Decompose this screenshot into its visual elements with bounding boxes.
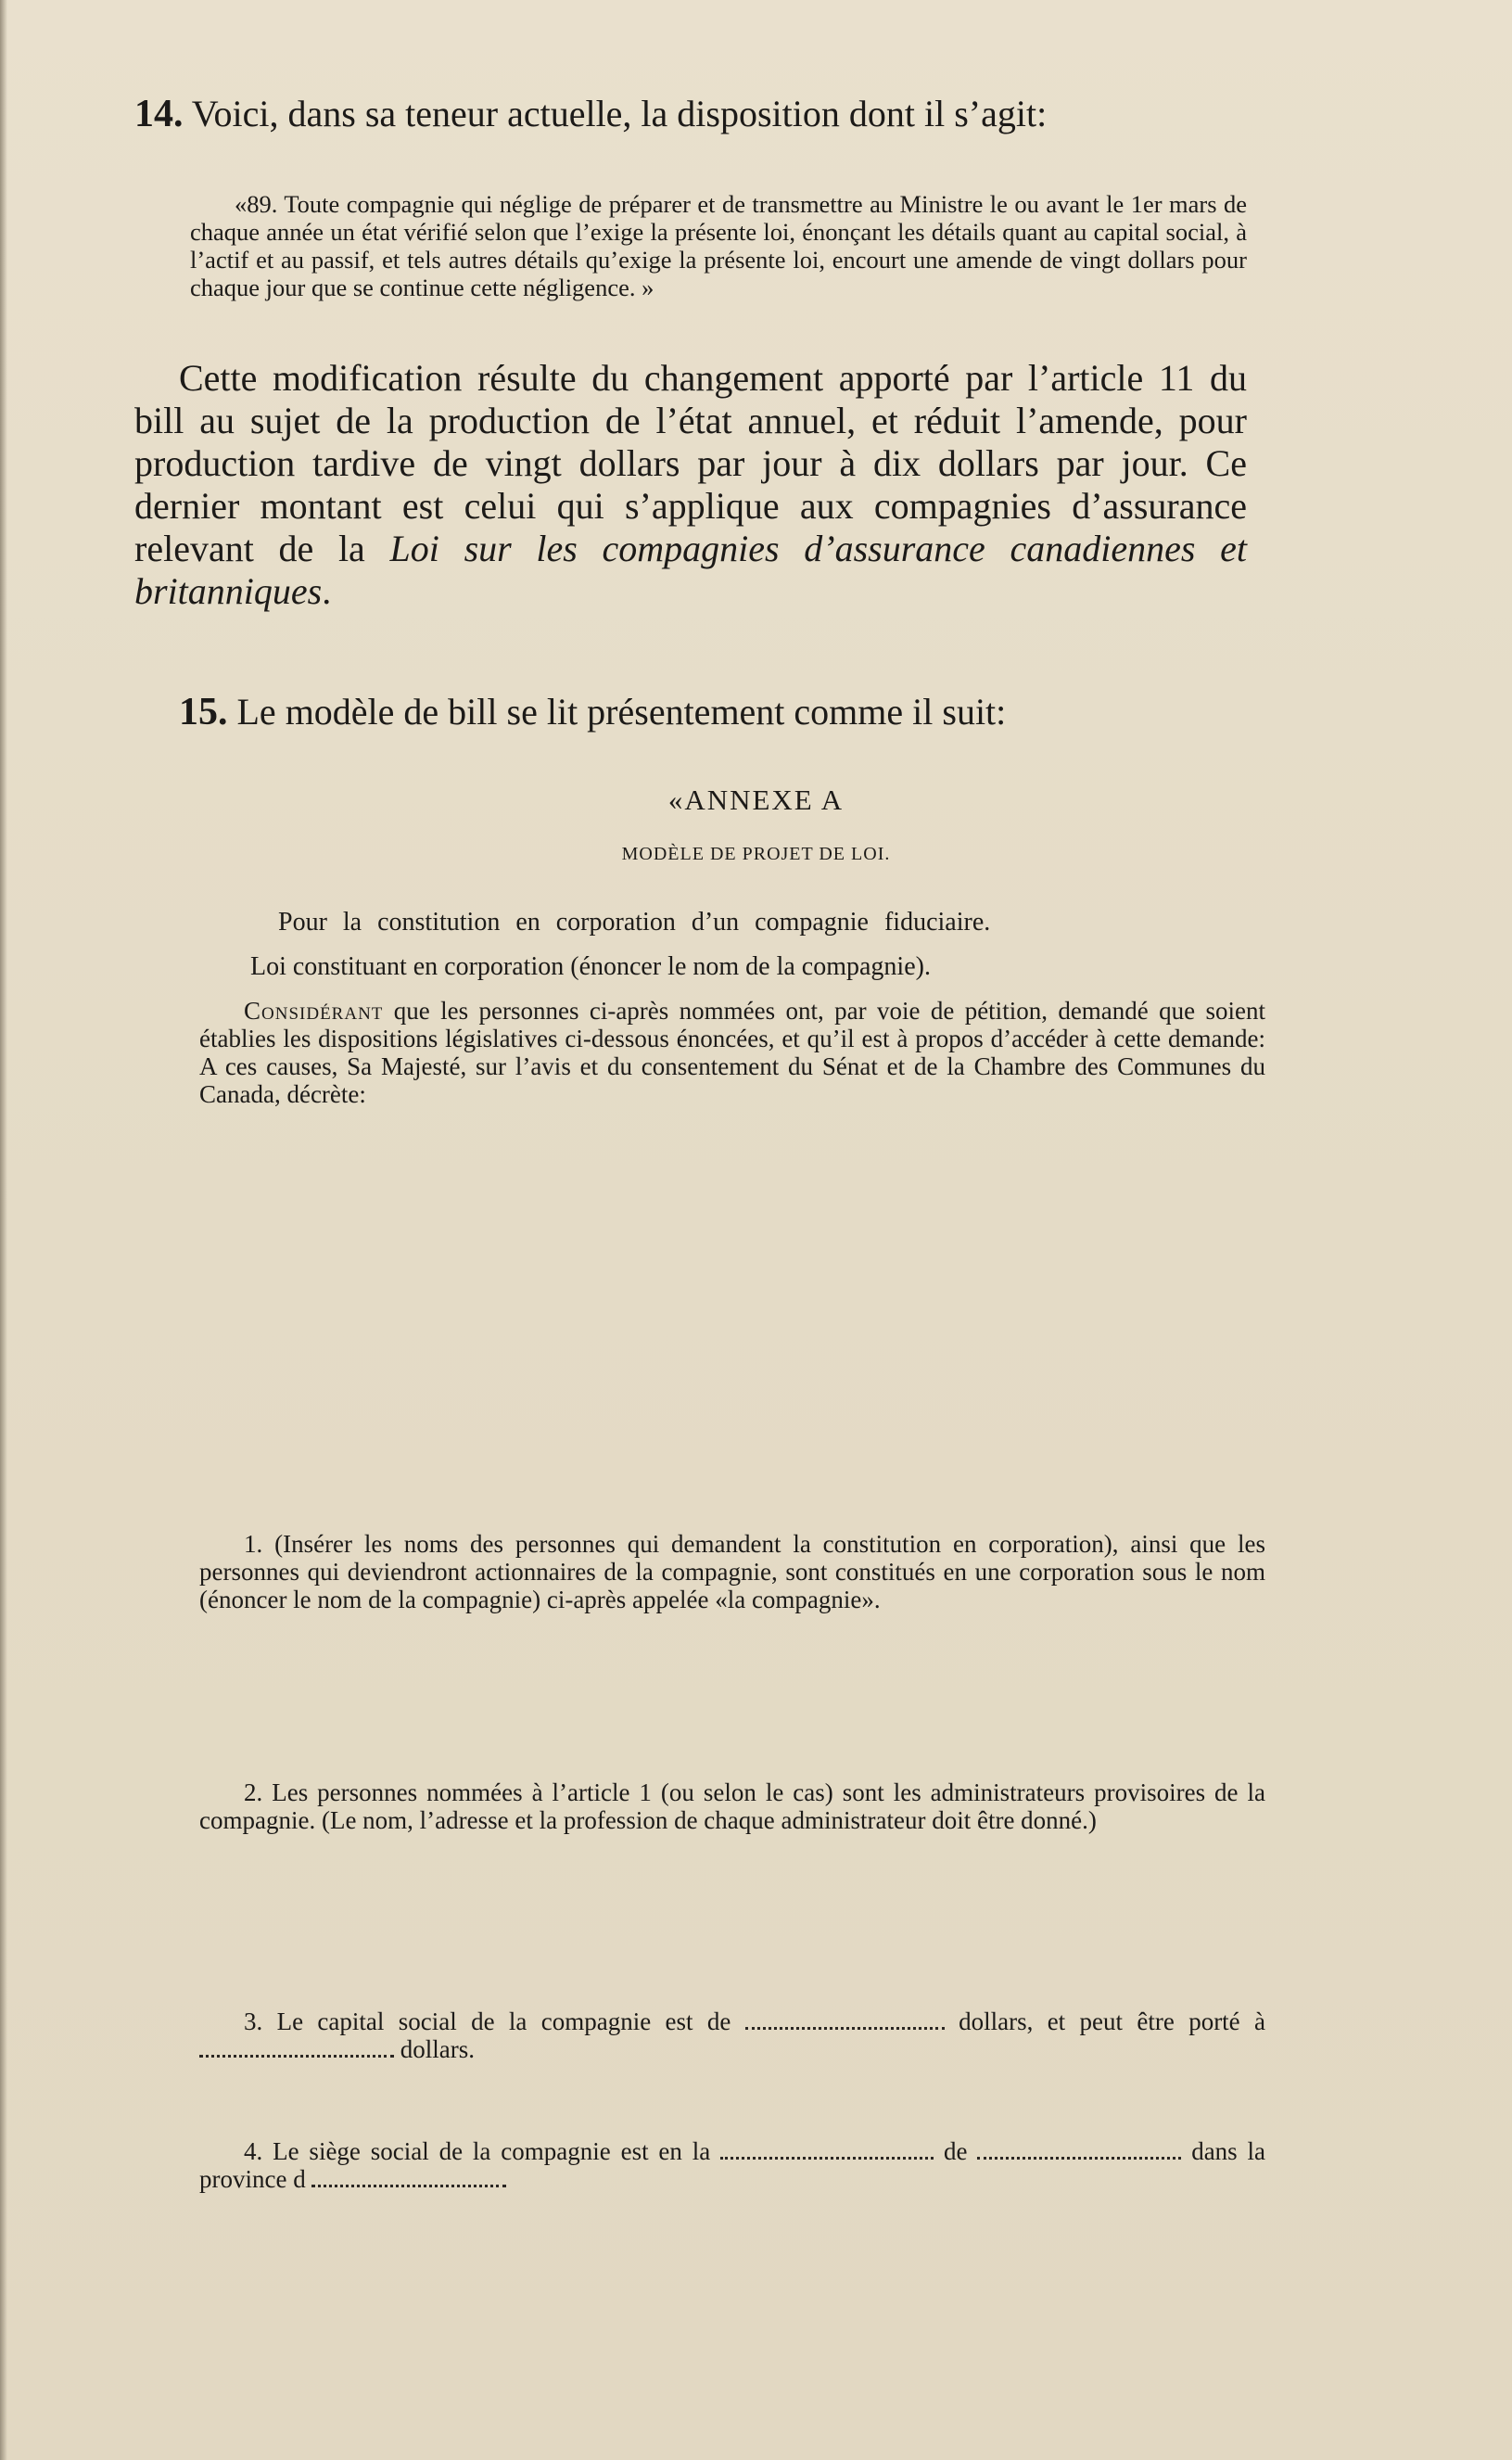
annex-subheading: MODÈLE DE PROJET DE LOI. <box>621 844 891 864</box>
commentary-text: Cette modification résulte du changement apporté par l’article 11 du bill au sujet de la production de l’état annuel, et réduit l’amende, pour production tardive de vingt dollars par jour à dix dollars par jour. Ce dernier montant est celui qui s’applique aux compagnies d’assurance relevant de la <box>134 357 1247 569</box>
article-4-text-b: de <box>943 2137 968 2165</box>
section-14-number: 14. <box>134 93 184 135</box>
section-15-number: 15. <box>179 691 228 733</box>
annex-heading: «ANNEXE A <box>667 784 845 816</box>
article-3-text-a: 3. Le capital social de la compagnie est de <box>244 2008 731 2035</box>
commentary-law-title: Loi sur les compagnies d’assurance canadiennes et britanniques <box>134 528 1247 612</box>
article-4-text-c: dans la province d <box>199 2137 1266 2193</box>
annex-article-1: 1. (Insérer les noms des personnes qui demandent la constitution en corporation), ainsi que les personnes qui deviendront actionnaires de la compagnie, sont constitués en une corporation sous le nom (énoncer le nom de la compagnie) ci-après appelée «la compagnie». <box>199 1530 1265 1613</box>
commentary-end: . <box>322 570 332 612</box>
page-edge-shadow <box>0 0 7 2460</box>
capital-increase-field <box>199 2036 394 2058</box>
section-14-intro-text: Voici, dans sa teneur actuelle, la disposition dont il s’agit: <box>191 93 1048 134</box>
section-14-commentary <box>134 357 1247 613</box>
article-4-text-a: 4. Le siège social de la compagnie est en la <box>244 2137 711 2165</box>
preamble-text: que les personnes ci-après nommées ont, par voie de pétition, demandé que soient établies les dispositions législatives ci-dessous énoncées, et qu’il est à propos d’accéder à cette demande: A ces causes, Sa Majesté, sur l’avis et du consentement du Sénat et de la Chambre des Communes du Canada, décrète: <box>199 997 1265 1108</box>
annex-article-4 <box>199 2137 1265 2193</box>
section-15-intro-text: Le modèle de bill se lit présentement comme il suit: <box>236 691 1007 733</box>
article-3-text-b: dollars, et peut être porté à <box>959 2008 1266 2035</box>
capital-amount-field <box>745 2008 945 2030</box>
section-14-intro <box>134 93 1247 135</box>
office-location-field <box>720 2138 934 2160</box>
annex-preamble <box>199 997 1265 1108</box>
annex-title: Loi constituant en corporation (énoncer le nom de la compagnie). <box>250 952 931 981</box>
province-field <box>311 2166 506 2187</box>
preamble-lead: Considérant <box>244 997 384 1025</box>
annex-article-2: 2. Les personnes nommées à l’article 1 (ou selon le cas) sont les administrateurs provisoires de la compagnie. (Le nom, l’adresse et la profession de chaque administrateur doit être donné.) <box>199 1778 1265 1834</box>
annex-purpose: Pour la constitution en corporation d’un compagnie fiduciaire. <box>278 908 991 937</box>
article-3-text-c: dollars. <box>400 2035 475 2063</box>
office-place-field <box>977 2138 1181 2160</box>
section-15-intro <box>134 691 1247 733</box>
annex-article-3 <box>199 2008 1265 2063</box>
section-14-quote: «89. Toute compagnie qui néglige de préparer et de transmettre au Ministre le ou avant le 1er mars de chaque année un état vérifié selon que l’exige la présente loi, énonçant les détails quant au capital social, à l’actif et au passif, et tels autres détails qu’exige la présente loi, encourt une amende de vingt dollars pour chaque jour que se continue cette négligence. » <box>190 190 1247 301</box>
